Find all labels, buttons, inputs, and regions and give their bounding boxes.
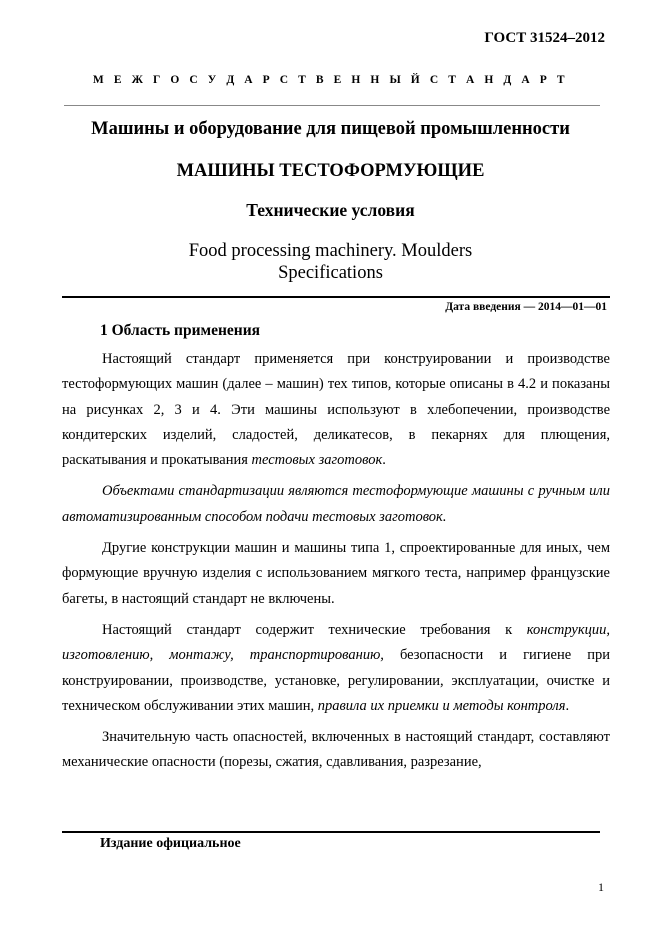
paragraph-scope-end: . xyxy=(382,452,386,469)
title-main: МАШИНЫ ТЕСТОФОРМУЮЩИЕ xyxy=(176,161,485,181)
paragraph-requirements-a: Настоящий стандарт содержит технические требования к xyxy=(102,621,527,638)
top-divider xyxy=(64,105,600,106)
section-heading: 1 Область применения xyxy=(100,322,261,339)
official-edition-label: Издание официальное xyxy=(100,836,241,851)
paragraph-objects xyxy=(62,479,610,530)
paragraph-requirements-d: правила их приемки и методы контроля xyxy=(317,697,566,714)
paragraph-hazards xyxy=(62,725,610,776)
paragraph-requirements-e: . xyxy=(565,697,570,714)
page-number: 1 xyxy=(598,880,604,894)
paragraph-requirements xyxy=(62,618,610,719)
introduction-date: Дата введения — 2014—01—01 xyxy=(445,301,607,313)
paragraph-exclusions xyxy=(62,536,610,612)
title-english-line2: Specifications xyxy=(278,263,383,283)
title-divider xyxy=(62,296,610,298)
title-english xyxy=(0,240,661,284)
paragraph-requirements-b: конструкции, изготовлению, монтажу, транспортированию, xyxy=(62,621,610,664)
title-english-line1: Food processing machinery. Moulders xyxy=(188,241,473,261)
paragraph-objects-text: Объектами стандартизации являются тестоформующие машины с ручным или автоматизированным способом подачи тестовых заготовок. xyxy=(62,483,610,525)
title-subtitle: Технические условия xyxy=(246,200,415,220)
title-category: Машины и оборудование для пищевой промышленности xyxy=(91,119,570,139)
paragraph-hazards-text: Значительную часть опасностей, включенных в настоящий стандарт, составляют механические опасности (порезы, сжатия, сдавливания, разрезание, xyxy=(62,729,610,771)
paragraph-scope xyxy=(62,347,610,473)
paragraph-exclusions-text: Другие конструкции машин и машины типа 1, спроектированные для иных, чем формующие вручную изделия с использованием мягкого теста, например французские багеты, в настоящий стандарт не включены. xyxy=(62,540,610,607)
standard-type-label: М Е Ж Г О С У Д А Р С Т В Е Н Н Ы Й С Т А Н Д А Р Т xyxy=(92,74,569,86)
paragraph-scope-italic: тестовых заготовок xyxy=(251,452,383,469)
paragraph-requirements-c: безопасности и гигиене при конструировании, производстве, установке, регулировании, эксплуатации, очистке и техническом обслуживании этих машин, xyxy=(62,647,610,714)
footer-divider xyxy=(62,831,600,833)
document-code: ГОСТ 31524–2012 xyxy=(484,30,605,46)
paragraph-scope-text: Настоящий стандарт применяется при конструировании и производстве тестоформующих машин (далее – машин) тех типов, которые описаны в 4.2 и показаны на рисунках 2, 3 и 4. Эти машины используют в хлебопечении, производстве кондитерских изделий, сладостей, деликатесов, в пекарнях для плющения, раскатывания и прокатывания xyxy=(62,351,610,469)
section-body xyxy=(62,347,610,782)
